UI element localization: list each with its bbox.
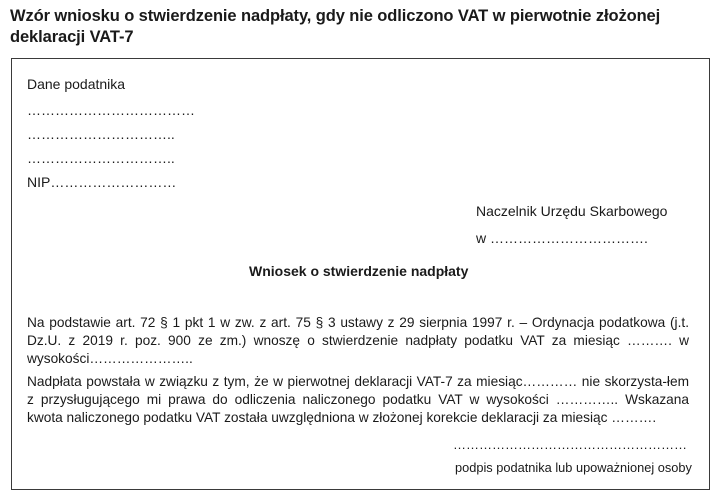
signature-label: podpis podatnika lub upoważnionej osoby xyxy=(455,460,692,475)
addressee-office: Naczelnik Urzędu Skarbowego xyxy=(476,203,668,219)
taxpayer-line-2: ………………………….. xyxy=(27,126,175,142)
paragraph-justification: Nadpłata powstała w związku z tym, że w pierwotnej deklaracji VAT-7 za miesiąc………… nie skorzysta-łem z przysługującego mi prawa do odliczenia naliczonego podatku VAT w wysokości ………….. Wskazana kwota naliczonego podatku VAT została uwzględniona w złożonej korekcie deklaracji za miesiąc ………. xyxy=(27,374,689,425)
addressee-location: w ……………………………. xyxy=(476,230,648,246)
paragraph-legal-basis: Na podstawie art. 72 § 1 pkt 1 w zw. z art. 75 § 3 ustawy z 29 sierpnia 1997 r. – Ordynacja podatkowa (j.t. Dz.U. z 2019 r. poz. 900 ze zm.) wnoszę o stwierdzenie nadpłaty podatku VAT za miesiąc ………. w wysokości………………….. xyxy=(27,315,689,366)
taxpayer-line-1: ……………………………… xyxy=(27,102,195,118)
taxpayer-line-3: ………………………….. xyxy=(27,150,175,166)
page-heading: Wzór wniosku o stwierdzenie nadpłaty, gdy nie odliczono VAT w pierwotnie złożonej deklaracji VAT-7 xyxy=(10,7,661,46)
request-title: Wniosek o stwierdzenie nadpłaty xyxy=(249,263,469,279)
nip-field: NIP……………………… xyxy=(27,174,177,190)
signature-line: ……………………………………………… xyxy=(453,437,687,452)
taxpayer-label: Dane podatnika xyxy=(27,76,126,92)
